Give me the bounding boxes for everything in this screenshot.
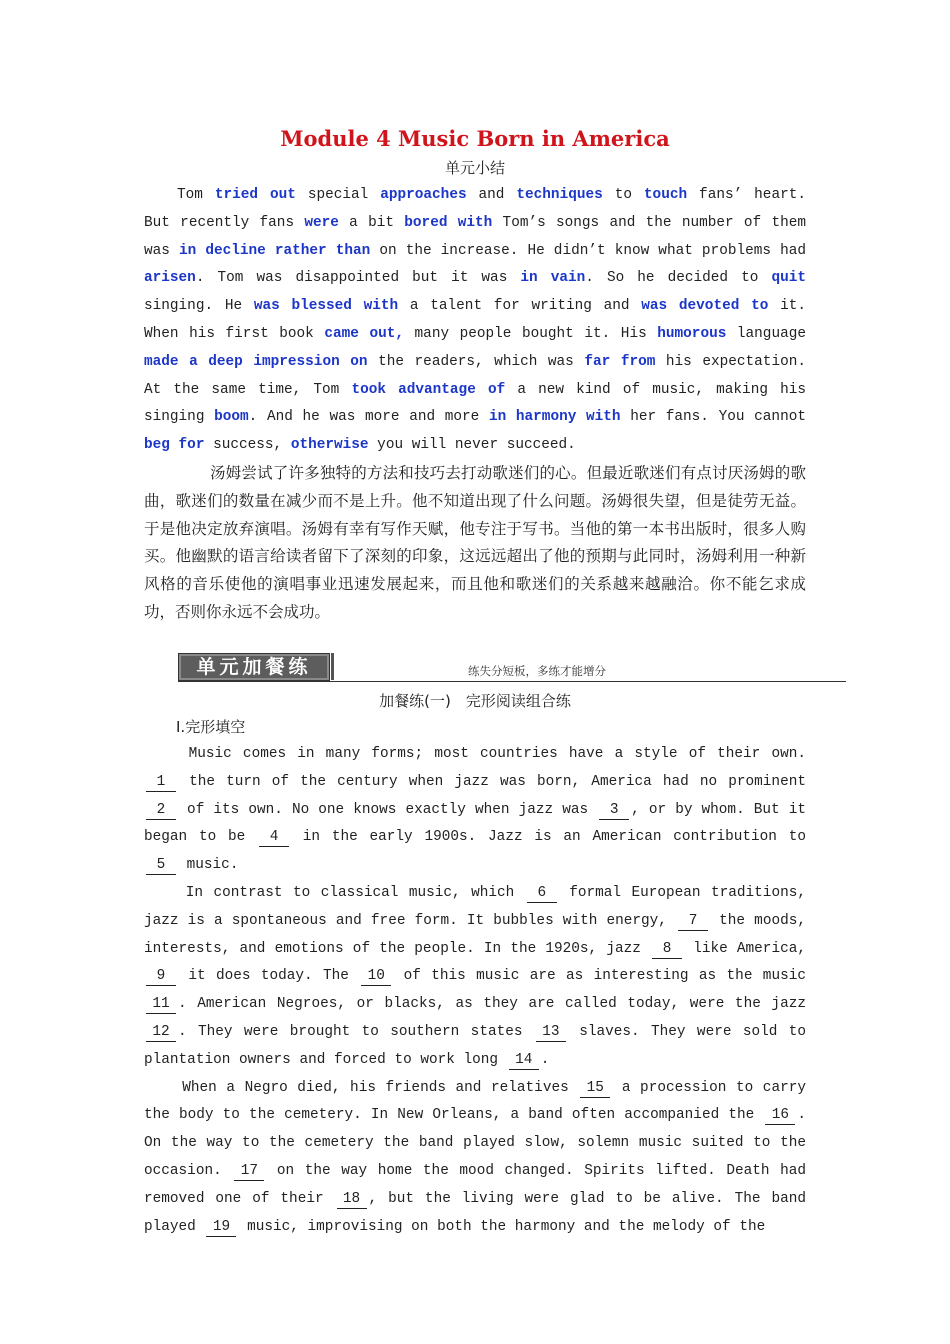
summary-text: singing. He	[144, 298, 254, 315]
key-phrase: came out,	[324, 325, 404, 342]
cloze-text: music.	[178, 857, 239, 874]
summary-text: success,	[204, 437, 291, 454]
summary-text: Tom	[177, 187, 215, 203]
cloze-text: like America,	[684, 940, 815, 957]
key-phrase: was devoted to	[641, 298, 769, 315]
cloze-blank-2[interactable]: 2	[146, 802, 176, 820]
key-phrase: otherwise	[290, 437, 369, 454]
cloze-blank-6[interactable]: 6	[527, 885, 557, 903]
cloze-blank-9[interactable]: 9	[146, 968, 176, 986]
summary-text: it. When his first book	[144, 298, 806, 342]
cloze-blank-3[interactable]: 3	[599, 802, 629, 820]
key-phrase: was blessed with	[253, 298, 399, 315]
cloze-text: , or by whom. But it began to be	[144, 801, 815, 846]
key-phrase: bored with	[404, 214, 493, 231]
cloze-blank-11[interactable]: 11	[146, 996, 176, 1014]
cloze-blank-16[interactable]: 16	[765, 1107, 795, 1125]
page-title: Module 4 Music Born in America	[280, 126, 670, 151]
cloze-blank-18[interactable]: 18	[337, 1191, 367, 1209]
summary-text: Tom’s songs and the number of them was	[144, 214, 806, 259]
summary-text: . So he decided to	[585, 270, 772, 287]
exercise-title: 加餐练(一) 完形阅读组合练	[379, 692, 571, 710]
summary-text: a new kind of music, making his singing	[144, 381, 806, 426]
summary-text: . And he was more and more	[248, 409, 489, 426]
key-phrase: in vain	[520, 270, 586, 287]
summary-text: special	[295, 187, 381, 203]
cloze-blank-4[interactable]: 4	[259, 829, 289, 847]
summary-text: a bit	[338, 214, 405, 231]
cloze-paragraph	[144, 880, 815, 1075]
cloze-text: in the early 1900s. Jazz is an American contribution to	[291, 829, 815, 846]
summary-text: and	[466, 187, 517, 203]
key-phrase: far from	[584, 353, 656, 370]
cloze-text: of this music are as interesting as the music	[393, 968, 815, 985]
cloze-text: of its own. No one knows exactly when jazz was	[178, 801, 598, 818]
summary-text: to	[602, 187, 644, 203]
banner-label: 单元加餐练	[178, 653, 330, 681]
cloze-text: the moods, interests, and emotions of the people. In the 1920s, jazz	[144, 912, 815, 957]
cloze-passage	[144, 741, 815, 1241]
summary-text: the readers, which was	[367, 353, 585, 370]
cloze-text: When a Negro died, his friends and relatives	[144, 1079, 579, 1096]
cloze-blank-8[interactable]: 8	[652, 941, 682, 959]
summary-text: many people bought it. His	[404, 325, 658, 342]
cloze-blank-15[interactable]: 15	[580, 1080, 610, 1098]
key-phrase: approaches	[380, 187, 467, 203]
key-phrase: techniques	[516, 187, 603, 203]
cloze-paragraph	[144, 741, 815, 880]
cloze-text: , but the living were glad to be alive. The band played	[144, 1190, 815, 1235]
cloze-text: formal European traditions, jazz is a spontaneous and free form. It bubbles with energy,	[144, 884, 815, 929]
cloze-text: the turn of the century when jazz was born, America had no prominent	[178, 773, 815, 790]
key-phrase: arisen	[144, 270, 196, 287]
cloze-blank-1[interactable]: 1	[146, 774, 176, 792]
section-label: Ⅰ.完形填空	[176, 718, 246, 736]
summary-section	[144, 120, 806, 627]
cloze-blank-12[interactable]: 12	[146, 1024, 176, 1042]
summary-english-paragraph	[144, 182, 806, 460]
key-phrase: boom	[214, 409, 249, 426]
cloze-blank-7[interactable]: 7	[678, 913, 708, 931]
cloze-text: In contrast to classical music, which	[144, 884, 525, 901]
summary-text: his expectation. At the same time, Tom	[144, 353, 806, 398]
cloze-blank-13[interactable]: 13	[536, 1024, 566, 1042]
key-phrase: quit	[771, 270, 806, 287]
summary-text: you will never succeed.	[368, 437, 576, 454]
unit-practice-banner	[178, 653, 846, 683]
cloze-text: . They were brought to southern states	[178, 1023, 534, 1040]
cloze-text: . American Negroes, or blacks, as they are called today, were the jazz	[178, 996, 815, 1013]
cloze-blank-17[interactable]: 17	[234, 1163, 264, 1181]
summary-text: a talent for writing and	[398, 298, 642, 315]
cloze-text: Music comes in many forms; most countries have a style of their own.	[144, 746, 815, 762]
cloze-text: on the way home the mood changed. Spirits lifted. Death had removed one of their	[144, 1162, 815, 1207]
summary-heading: 单元小结	[444, 159, 505, 177]
cloze-text: music, improvising on both the harmony and the melody of the	[238, 1218, 766, 1235]
key-phrase: tried out	[214, 187, 296, 203]
cloze-text: . On the way to the cemetery the band played slow, solemn music suited to the occasion.	[144, 1107, 815, 1179]
key-phrase: in harmony with	[488, 409, 621, 426]
key-phrase: made a deep impression on	[144, 353, 368, 370]
banner-note: 练失分短板，多练才能增分	[468, 664, 606, 678]
key-phrase: took advantage of	[351, 381, 506, 398]
key-phrase: in decline rather than	[178, 242, 371, 259]
summary-chinese-paragraph: 汤姆尝试了许多独特的方法和技巧去打动歌迷们的心。但最近歌迷们有点讨厌汤姆的歌曲，歌迷们的数量在减少而不是上升。他不知道出现了什么问题。汤姆很失望，但是徒劳无益。于是他决定放弃演唱。汤姆有幸有写作天赋，他专注于写书。当他的第一本书出版时，很多人购买。他幽默的语言给读者留下了深刻的印象，这远远超出了他的预期与此同时，汤姆利用一种新风格的音乐使他的演唱事业迅速发展起来，而且他和歌迷们的关系越来越融洽。你不能乞求成功，否则你永远不会成功。	[144, 463, 806, 621]
cloze-blank-5[interactable]: 5	[146, 857, 176, 875]
summary-text: language	[726, 325, 806, 342]
cloze-blank-10[interactable]: 10	[361, 968, 391, 986]
key-phrase: beg for	[144, 437, 205, 454]
cloze-blank-19[interactable]: 19	[206, 1219, 236, 1237]
summary-text: her fans. You cannot	[620, 409, 806, 426]
key-phrase: touch	[643, 187, 688, 203]
cloze-blank-14[interactable]: 14	[509, 1052, 539, 1070]
key-phrase: were	[304, 214, 339, 231]
summary-text: . Tom was disappointed but it was	[195, 270, 521, 287]
cloze-text: a procession to carry the body to the cemetery. In New Orleans, a band often accompanied the	[144, 1079, 815, 1124]
summary-text: on the increase. He didn’t know what problems had	[370, 242, 806, 259]
cloze-text: it does today. The	[178, 968, 360, 985]
cloze-text: slaves. They were sold to plantation owners and forced to work long	[144, 1023, 815, 1068]
banner-divider	[331, 653, 334, 680]
banner-rule	[178, 681, 846, 682]
key-phrase: humorous	[657, 325, 727, 342]
cloze-paragraph	[144, 1075, 815, 1242]
cloze-text: .	[540, 1051, 550, 1068]
summary-text: fans’ heart. But recently fans	[144, 187, 806, 231]
